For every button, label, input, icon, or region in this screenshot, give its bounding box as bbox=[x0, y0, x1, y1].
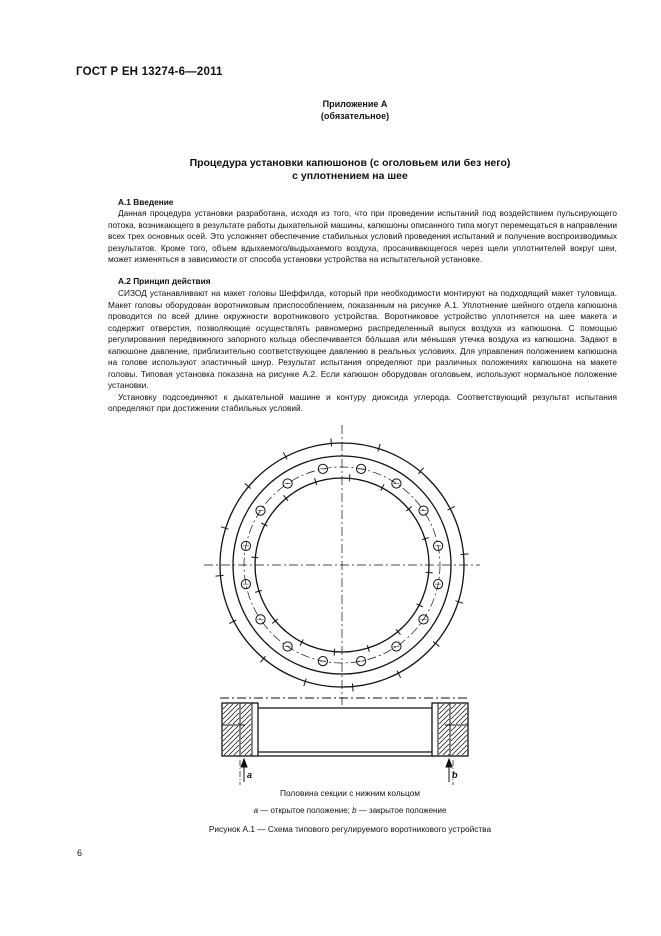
annex-label: Приложение А bbox=[322, 99, 388, 109]
hatch-line bbox=[241, 734, 251, 744]
hatch-line bbox=[439, 729, 449, 739]
hatch-line bbox=[451, 730, 467, 746]
hatch-line bbox=[439, 704, 449, 714]
hatch-line bbox=[439, 704, 444, 709]
hatch-line bbox=[439, 719, 449, 729]
section-view bbox=[220, 698, 470, 756]
document-header: ГОСТ Р ЕН 13274-6—2011 bbox=[76, 66, 223, 78]
hatch-line bbox=[229, 745, 239, 755]
hatch-line bbox=[241, 739, 251, 749]
hatch-line bbox=[456, 713, 467, 724]
inner-ring-slot bbox=[251, 557, 258, 558]
hatch-line bbox=[439, 724, 449, 734]
inner-ring-slot bbox=[426, 572, 433, 573]
hatch-line bbox=[241, 709, 251, 719]
legend-key-a: a bbox=[253, 806, 259, 815]
hatch-line bbox=[451, 708, 467, 724]
hatch-line bbox=[241, 704, 251, 714]
outer-ring-slot bbox=[331, 439, 332, 447]
hatch-line bbox=[223, 726, 233, 736]
hatch-line bbox=[439, 714, 449, 724]
hatch-line bbox=[451, 726, 456, 731]
hatch-line bbox=[461, 718, 467, 724]
hatch-line bbox=[439, 709, 449, 719]
annex-title-line2: с уплотнением на шее bbox=[292, 170, 408, 182]
hatch-line bbox=[457, 745, 467, 755]
paragraph: Установку подсоединяют к дыхательной машине и контуру диоксида углерода. Соответствующий результат испытания определяют при достижении стабильных условий. bbox=[108, 391, 617, 413]
hatch-line bbox=[238, 723, 239, 724]
page-number: 6 bbox=[77, 848, 83, 858]
section-heading-a1: А.1 Введение bbox=[118, 197, 174, 207]
arrow-label-a: a bbox=[247, 770, 253, 780]
section-hatching bbox=[223, 704, 467, 755]
outer-ring-slot bbox=[456, 601, 464, 603]
hatch-line bbox=[223, 726, 228, 731]
hatch-line bbox=[241, 704, 246, 709]
hatch-line bbox=[223, 704, 233, 714]
hatch-line bbox=[234, 750, 239, 755]
arrow-label-b: b bbox=[452, 770, 458, 780]
hatch-line bbox=[223, 704, 228, 709]
figure-caption: Рисунок А.1 — Схема типового регулируемого воротникового устройства bbox=[208, 824, 492, 834]
legend-key-b: b bbox=[352, 806, 357, 815]
outer-ring-slot bbox=[216, 575, 224, 576]
inner-ring-slot bbox=[349, 474, 350, 481]
outer-ring-slot bbox=[378, 444, 380, 452]
hatch-line bbox=[439, 739, 449, 749]
hatch-line bbox=[223, 708, 239, 724]
hatch-line bbox=[439, 744, 449, 754]
hatch-line bbox=[451, 704, 456, 709]
hatch-line bbox=[451, 726, 461, 736]
hatch-line bbox=[241, 714, 251, 724]
paragraph: СИЗОД устанавливают на макет головы Шеффилда, который при необходимости монтируют на подходящий макет туловища. Макет головы оборудован воротниковым приспособлением, показанным на рисунке А.1. Уплотнение шейного отдела капюшона проводится по всей длине окружности воротникового устройства. Воротниковое устройство уплотняется на шее макета и содержит отверстия, позволяющие осуществлять равномерно распределенный выпуск воздуха из капюшона. С помощью регулирования передвижного запорного кольца обеспечивается бóльшая или мéньшая утечка воздуха из капюшона. Задают в капюшоне давление, приблизительно соответствующее давлению в реальных условиях. Для управления положением капюшона на голове используют эластичный шнур. Результат испытания определяют при различных положениях капюшона на макете головы. Типовая установка показана на рисунке А.2. Если капюшон оборудован оголовьем, используют нормальное положение установки. bbox=[108, 288, 617, 390]
hatch-line bbox=[250, 754, 251, 755]
hatch-line bbox=[241, 744, 251, 754]
arrow-a-head bbox=[241, 759, 247, 767]
figure-legend bbox=[200, 806, 500, 815]
arrow-b-head bbox=[446, 759, 452, 767]
legend-text-a: — открытое положение; bbox=[258, 806, 353, 815]
hatch-line bbox=[245, 749, 251, 755]
outer-ring-slot bbox=[304, 679, 306, 687]
hatch-line bbox=[451, 735, 467, 751]
inner-ring-slot bbox=[334, 649, 335, 656]
hatch-line bbox=[443, 749, 449, 755]
section-view-caption: Половина секции с нижним кольцом bbox=[280, 788, 420, 798]
hatch-line bbox=[462, 750, 467, 755]
hatch-line bbox=[233, 718, 239, 724]
hatch-line bbox=[228, 713, 239, 724]
legend-text-b: — закрытое положение bbox=[356, 806, 447, 815]
hatch-line bbox=[448, 754, 449, 755]
hatch-line bbox=[223, 730, 239, 746]
hatch-line bbox=[439, 734, 449, 744]
annex-title-line1: Процедура установки капюшонов (с оголовьем или без него) bbox=[189, 157, 511, 169]
outer-ring-slot bbox=[352, 684, 353, 692]
hatch-line bbox=[241, 729, 251, 739]
hatch-line bbox=[241, 719, 251, 729]
outer-ring-slot bbox=[221, 527, 229, 529]
section-heading-a2: А.2 Принцип действия bbox=[118, 276, 211, 286]
outer-ring-slot bbox=[461, 554, 469, 555]
hatch-line bbox=[451, 704, 461, 714]
paragraph: Данная процедура установки разработана, исходя из того, что при проведении испытаний под воздействием пульсирующего потока, возникающего в результате работы дыхательной машины, капюшоны описанного типа могут перемещаться в направлении всех трех основных осей. Это усложняет обеспечение стабильных условий проведения испытаний и получение воспроизводимых результатов. Кроме того, объем вдыхаемого/выдыхаемого воздуха, просачивающегося через щели уплотнителей вокруг шеи, может изменяться в зависимости от способа установки устройства на испытательной установке. bbox=[108, 208, 617, 264]
hatch-line bbox=[466, 723, 467, 724]
annex-status: (обязательное) bbox=[320, 111, 390, 121]
hatch-line bbox=[223, 735, 239, 751]
